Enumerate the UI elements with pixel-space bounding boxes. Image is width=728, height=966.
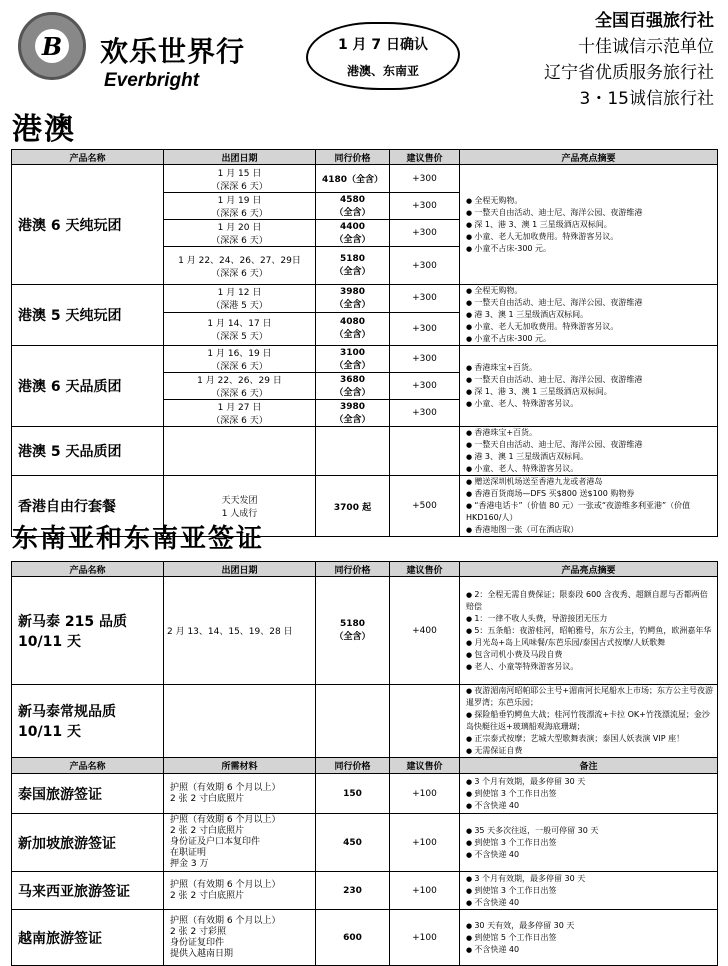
table-row	[12, 685, 718, 758]
required-materials	[164, 872, 316, 910]
suggested-price	[390, 685, 460, 758]
note-item: ● 到使馆 3 个工作日出签	[466, 788, 714, 800]
suggested-price: +300	[390, 346, 460, 373]
text-line: 10/11 天	[18, 724, 81, 740]
departure-date	[164, 427, 316, 476]
text-line: 押金 3 万	[170, 859, 209, 869]
visa-notes	[460, 814, 718, 872]
text-line: 3680	[339, 374, 366, 385]
text-line: 2 张 2 寸白底照片	[170, 793, 245, 804]
suggested-price	[390, 427, 460, 476]
logo-center	[35, 29, 69, 63]
col-header: 建议售价	[390, 758, 460, 774]
suggested-price: +300	[390, 165, 460, 193]
section-title-sea: 东南亚和东南亚签证	[12, 524, 265, 554]
text-line: 4180（全含）	[321, 175, 384, 185]
trade-price	[316, 285, 390, 313]
text-line: 1 月 27 日	[217, 403, 262, 413]
visa-name: 泰国旅游签证	[12, 774, 164, 814]
trade-price: 150	[316, 774, 390, 814]
note-item: ● 不含快递 40	[466, 897, 714, 909]
table-row	[12, 774, 718, 814]
highlight-item: ● 包含司机小费及马段自费	[466, 649, 714, 661]
col-header: 同行价格	[316, 150, 390, 165]
suggested-price: +100	[390, 872, 460, 910]
text-line: 3100	[339, 347, 366, 358]
note-item: ● 不含快递 40	[466, 849, 714, 861]
text-line: （全含）	[334, 387, 371, 398]
text-line: 10/11 天	[18, 633, 81, 650]
product-name: 香港自由行套餐	[12, 476, 164, 537]
trade-price	[316, 346, 390, 373]
brand-name-cn: 欢乐世界行	[100, 35, 246, 68]
highlight-item: ● 小童、老人、特殊游客另议。	[466, 398, 714, 410]
text-line: 1 人成行	[221, 509, 258, 519]
highlight-item: ● 一整天自由活动、迪士尼、海洋公园、夜游维港	[466, 439, 714, 451]
trade-price	[316, 400, 390, 427]
departure-date	[164, 193, 316, 220]
logo-letter: B	[41, 32, 63, 61]
text-line: （全含）	[334, 234, 371, 245]
text-line: 1 月 20 日	[217, 223, 262, 233]
highlight-item: ● 小童不占床-300 元。	[466, 333, 714, 345]
product-name: 港澳 5 天品质团	[12, 427, 164, 476]
text-line: 在职证明	[170, 848, 207, 858]
text-line: （全含）	[334, 267, 371, 277]
required-materials	[164, 910, 316, 966]
honor-item: 3・15诚信旅行社	[579, 89, 714, 109]
note-item: ● 到使馆 5 个工作日出签	[466, 932, 714, 944]
note-item: ● 30 天有效，最多停留 30 天	[466, 920, 714, 932]
highlight-item: ● 正宗泰式按摩；艺城大型歌舞表演；泰国人妖表演 VIP 座！	[466, 733, 714, 745]
trade-price	[316, 312, 390, 345]
text-line: 4400	[339, 221, 366, 232]
trade-price	[316, 577, 390, 685]
trade-price	[316, 685, 390, 758]
text-line: 天天发团	[221, 496, 258, 506]
suggested-price: +100	[390, 774, 460, 814]
col-header: 产品亮点摘要	[460, 150, 718, 165]
honor-item: 全国百强旅行社	[595, 11, 714, 31]
highlight-item: ● 港 3、澳 1 三星级酒店双标间。	[466, 309, 714, 321]
departure-date	[164, 346, 316, 373]
col-header: 出团日期	[164, 562, 316, 577]
col-header: 产品亮点摘要	[460, 562, 718, 577]
col-header: 同行价格	[316, 758, 390, 774]
visa-name: 越南旅游签证	[12, 910, 164, 966]
suggested-price: +300	[390, 400, 460, 427]
highlight-item: ● 小童、老人、特殊游客另议。	[466, 463, 714, 475]
text-line: （深港 5 天）	[211, 301, 268, 312]
highlight-item: ● 一整天自由活动、迪士尼、海洋公园、夜游维港	[466, 374, 714, 386]
trade-price	[316, 427, 390, 476]
highlight-item: ● 深 1、港 3、澳 1 三星级酒店双标间。	[466, 386, 714, 398]
visa-name: 马来西亚旅游签证	[12, 872, 164, 910]
page-header	[0, 0, 728, 109]
text-line: 1 月 16、19 日	[207, 349, 272, 359]
suggested-price: +400	[390, 577, 460, 685]
visa-name: 新加坡旅游签证	[12, 814, 164, 872]
text-line: （深深 5 天）	[211, 331, 268, 342]
confirm-date: 1 月 7 日确认	[337, 37, 429, 53]
text-line: 1 月 14、17 日	[207, 318, 272, 329]
col-header: 产品名称	[12, 150, 164, 165]
trade-price	[316, 476, 390, 537]
note-item: ● 到使馆 3 个工作日出签	[466, 885, 714, 897]
table-header-row	[12, 562, 718, 577]
col-header: 产品名称	[12, 758, 164, 774]
text-line: （全含）	[334, 414, 371, 425]
trade-price	[316, 220, 390, 247]
col-header: 所需材料	[164, 758, 316, 774]
highlight-item: ● 香港地图一张（可在酒店取）	[466, 524, 714, 536]
departure-date	[164, 220, 316, 247]
visa-notes	[460, 774, 718, 814]
highlight-item: ● 2：全程无需自费保证；限泰段 600 含夜秀、超额自愿与否都两倍赔偿	[466, 589, 714, 613]
text-line: （全含）	[334, 330, 371, 341]
text-line: （深深 6 天）	[211, 362, 268, 372]
honor-item: 辽宁省优质服务旅行社	[544, 63, 714, 83]
brand-name-en: Everbright	[104, 70, 200, 91]
text-line: 1 月 22、24、26、27、29日	[178, 255, 301, 266]
col-header: 备注	[460, 758, 718, 774]
text-line: 护照（有效期 6 个月以上）	[170, 815, 281, 825]
text-line: 2 张 2 寸白底照片	[170, 890, 245, 901]
product-name	[12, 685, 164, 758]
required-materials	[164, 774, 316, 814]
highlights	[460, 427, 718, 476]
text-line: 1 月 15 日	[217, 168, 262, 179]
table-row	[12, 165, 718, 193]
text-line: 3980	[339, 401, 366, 412]
col-header: 建议售价	[390, 562, 460, 577]
col-header: 产品名称	[12, 562, 164, 577]
highlight-item: ● 赠送深圳机场送至香港九龙或者港岛	[466, 476, 714, 488]
suggested-price: +300	[390, 220, 460, 247]
text-line: （深深 6 天）	[211, 209, 268, 219]
text-line: 5180	[339, 254, 366, 264]
col-header: 同行价格	[316, 562, 390, 577]
table-row	[12, 346, 718, 373]
departure-date	[164, 312, 316, 345]
text-line: 新马泰 215 品质	[18, 613, 127, 630]
trade-price	[316, 373, 390, 400]
highlight-item: ● 一整天自由活动、迪士尼、海洋公园、夜游维港	[466, 207, 714, 219]
departure-date: 2 月 13、14、15、19、28 日	[164, 577, 316, 685]
text-line: （深深 6 天）	[211, 181, 268, 192]
highlight-item: ● 1：一律不收人头费，导游接团无压力	[466, 613, 714, 625]
col-header: 建议售价	[390, 150, 460, 165]
departure-date	[164, 285, 316, 313]
highlights	[460, 165, 718, 285]
highlight-item: ● 香港珠宝+百货。	[466, 362, 714, 374]
product-name: 港澳 6 天品质团	[12, 346, 164, 427]
honor-item: 十佳诚信示范单位	[578, 37, 714, 57]
suggested-price: +300	[390, 285, 460, 313]
highlight-item: ● 夜游湄南河昭帕耶公主号+湄南河长尾船水上市场；东方公主号夜游暹罗湾；东芭乐园；	[466, 685, 714, 709]
text-line: 新马泰常规品质	[18, 704, 116, 720]
text-line: 身份证及户口本复印件	[170, 837, 261, 847]
visa-notes	[460, 872, 718, 910]
visa-notes	[460, 910, 718, 966]
highlights	[460, 285, 718, 346]
suggested-price: +300	[390, 193, 460, 220]
honors-list	[544, 8, 714, 112]
trade-price	[316, 193, 390, 220]
text-line: 护照（有效期 6 个月以上）	[170, 915, 281, 926]
highlight-item: ● “香港电话卡”（价值 80 元）一张或“夜游维多利亚港”（价值 HKD160/人）	[466, 500, 714, 524]
highlight-item: ● 小童、老人无加收费用。特殊游客另议。	[466, 231, 714, 243]
highlight-item: ● 小童、老人无加收费用。特殊游客另议。	[466, 321, 714, 333]
highlights	[460, 346, 718, 427]
hk-tour-table	[11, 149, 718, 537]
note-item: ● 3 个月有效期，最多停留 30 天	[466, 776, 714, 788]
suggested-price: +300	[390, 312, 460, 345]
product-name	[12, 577, 164, 685]
departure-date	[164, 373, 316, 400]
text-line: （深深 6 天）	[211, 268, 268, 279]
text-line: 3700 起	[333, 502, 372, 513]
text-line: 护照（有效期 6 个月以上）	[170, 879, 281, 890]
highlight-item: ● 无需保证自费	[466, 745, 714, 757]
text-line: 4580	[339, 194, 366, 205]
note-item: ● 到使馆 3 个工作日出签	[466, 837, 714, 849]
highlight-item: ● 5：五条船：夜游桂河，昭帕雅号，东方公主，钓鳄鱼，欧洲嘉年华	[466, 625, 714, 637]
highlight-item: ● 小童不占床-300 元。	[466, 243, 714, 255]
note-item: ● 3 个月有效期，最多停留 30 天	[466, 873, 714, 885]
highlights	[460, 476, 718, 537]
suggested-price: +300	[390, 247, 460, 285]
table-row	[12, 577, 718, 685]
section-title-hk: 港澳	[12, 112, 76, 147]
text-line: 1 月 12 日	[217, 288, 262, 299]
confirm-cloud	[306, 22, 460, 90]
everbright-logo	[18, 12, 86, 80]
highlight-item: ● 老人、小童等特殊游客另议。	[466, 661, 714, 673]
confirm-regions: 港澳、东南亚	[346, 64, 419, 78]
suggested-price: +300	[390, 373, 460, 400]
text-line: 提供入越南日期	[170, 948, 234, 959]
text-line: 4080	[339, 317, 366, 328]
highlight-item: ● 一整天自由活动、迪士尼、海洋公园、夜游维港	[466, 297, 714, 309]
sea-tour-table	[11, 561, 718, 966]
product-name: 港澳 5 天纯玩团	[12, 285, 164, 346]
table-row	[12, 872, 718, 910]
trade-price	[316, 247, 390, 285]
departure-date	[164, 247, 316, 285]
departure-date	[164, 165, 316, 193]
text-line: （全含）	[334, 299, 371, 310]
table-row	[12, 285, 718, 313]
note-item: ● 不含快递 40	[466, 944, 714, 956]
departure-date	[164, 400, 316, 427]
departure-date	[164, 685, 316, 758]
product-name: 港澳 6 天纯玩团	[12, 165, 164, 285]
text-line: （深深 6 天）	[211, 416, 268, 426]
text-line: （全含）	[334, 207, 371, 218]
table-row	[12, 910, 718, 966]
col-header: 出团日期	[164, 150, 316, 165]
highlight-item: ● 月光岛+岛上风味餐/东芭乐园/泰国古式按摩/人妖歌舞	[466, 637, 714, 649]
text-line: 1 月 22、26、29 日	[197, 376, 282, 386]
highlights	[460, 685, 718, 758]
highlight-item: ● 探险船垂钓鳄鱼大战；桂河竹筏漂流+卡拉 OK+竹筏漂流屋；金沙岛快艇往返+玻璃船观海底珊瑚；	[466, 709, 714, 733]
table-row	[12, 427, 718, 476]
text-line: 2 张 2 寸彩照	[170, 926, 227, 937]
required-materials	[164, 814, 316, 872]
trade-price: 600	[316, 910, 390, 966]
text-line: 身份证复印件	[170, 937, 225, 948]
text-line: 护照（有效期 6 个月以上）	[170, 782, 281, 793]
suggested-price: +100	[390, 814, 460, 872]
text-line: 1 月 19 日	[217, 196, 262, 206]
note-item: ● 不含快递 40	[466, 800, 714, 812]
text-line: （深深 6 天）	[211, 236, 268, 246]
note-item: ● 35 天多次往返，一般可停留 30 天	[466, 825, 714, 837]
highlight-item: ● 深 1、港 3、澳 1 三星级酒店双标间。	[466, 219, 714, 231]
text-line: （全含）	[334, 360, 371, 371]
text-line: 5180	[339, 619, 366, 629]
text-line: 2 张 2 寸白底照片	[170, 826, 245, 836]
highlight-item: ● 全程无购物。	[466, 285, 714, 297]
trade-price	[316, 165, 390, 193]
suggested-price: +500	[390, 476, 460, 537]
text-line: （全含）	[334, 632, 371, 642]
highlight-item: ● 香港百货商场—DFS 买$800 送$100 购物券	[466, 488, 714, 500]
highlight-item: ● 港 3、澳 1 三星级酒店双标间。	[466, 451, 714, 463]
trade-price: 230	[316, 872, 390, 910]
table-header-row	[12, 150, 718, 165]
text-line: （深深 6 天）	[211, 389, 268, 399]
highlight-item: ● 香港珠宝+百货。	[466, 427, 714, 439]
trade-price: 450	[316, 814, 390, 872]
highlight-item: ● 全程无购物。	[466, 195, 714, 207]
table-row	[12, 814, 718, 872]
visa-header-row	[12, 758, 718, 774]
suggested-price: +100	[390, 910, 460, 966]
highlights	[460, 577, 718, 685]
text-line: 3980	[339, 286, 366, 297]
